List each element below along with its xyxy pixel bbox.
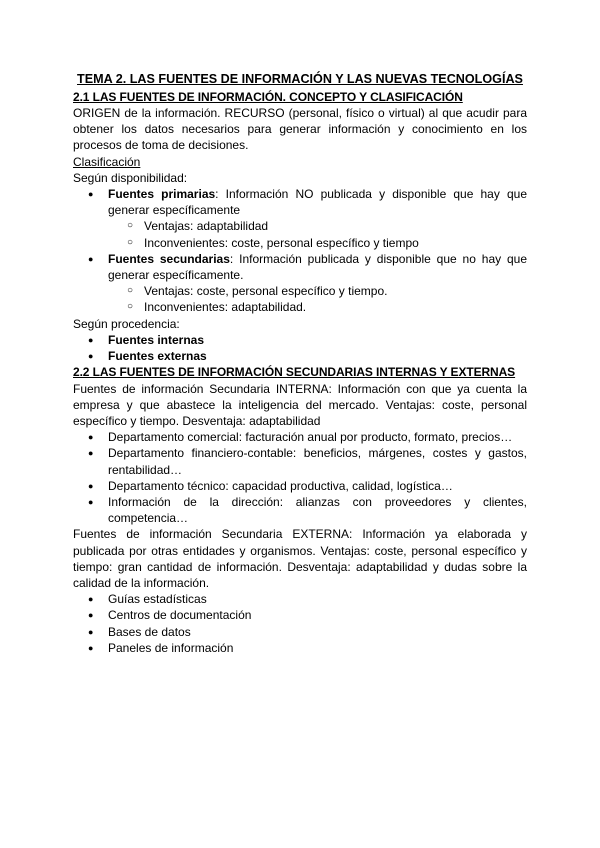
interna-paragraph: Fuentes de información Secundaria INTERNA: Información con que ya cuenta la empresa y que abastece la inteligencia del mercado. Ventajas: coste, personal específico y tiempo. Desventaja: adaptabilidad <box>73 381 527 428</box>
list-item: ○ Inconvenientes: adaptabilidad. <box>73 299 527 315</box>
list-item-secundarias <box>73 251 527 316</box>
list-item: ● Departamento financiero-contable: beneficios, márgenes, costes y gastos, rentabilidad… <box>73 445 527 477</box>
list-item: ● Departamento comercial: facturación anual por producto, formato, precios… <box>73 429 527 445</box>
primarias-desc: : Información NO publicada y disponible que hay que generar específicamente <box>108 186 527 218</box>
list-item: ● Centros de documentación <box>73 607 527 623</box>
document-title: TEMA 2. LAS FUENTES DE INFORMACIÓN Y LAS NUEVAS TECNOLOGÍAS <box>77 72 523 86</box>
secundarias-desc: : Información publicada y disponible que no hay que generar específicamente. <box>108 251 527 282</box>
list-item: ● Bases de datos <box>73 624 527 640</box>
procedencia-label: Según procedencia: <box>73 316 180 331</box>
disponibilidad-list <box>73 186 527 316</box>
list-item <box>73 332 527 348</box>
section-heading-2-1: 2.1 LAS FUENTES DE INFORMACIÓN. CONCEPTO Y CLASIFICACIÓN <box>73 89 463 104</box>
primarias-sublist <box>108 218 527 250</box>
list-item: ● Paneles de información <box>73 640 527 656</box>
disponibilidad-label: Según disponibilidad: <box>73 170 188 185</box>
list-item: ● Guías estadísticas <box>73 591 527 607</box>
list-item: ● Información de la dirección: alianzas con proveedores y clientes, competencia… <box>73 494 527 526</box>
secundarias-sublist <box>108 283 527 315</box>
list-item: ○ Ventajas: coste, personal específico y tiempo. <box>73 283 527 299</box>
intro-paragraph: ORIGEN de la información. RECURSO (personal, físico o virtual) al que acudir para obtener los datos necesarios para generar información y conocimiento en los procesos de toma de decisiones. <box>73 105 527 153</box>
procedencia-internas: Fuentes internas <box>108 332 205 347</box>
procedencia-externas: Fuentes externas <box>108 348 207 363</box>
list-item: ● Departamento técnico: capacidad productiva, calidad, logística… <box>73 478 527 494</box>
clasificacion-label: Clasificación <box>73 154 141 169</box>
secundarias-term: Fuentes secundarias <box>108 251 230 266</box>
list-item <box>73 348 527 364</box>
list-item: ○ Ventajas: adaptabilidad <box>73 218 527 234</box>
list-item: ○ Inconvenientes: coste, personal específico y tiempo <box>73 235 527 251</box>
externa-list <box>73 591 527 656</box>
list-item-primarias <box>73 186 527 251</box>
section-heading-2-2: 2.2 LAS FUENTES DE INFORMACIÓN SECUNDARIAS INTERNAS Y EXTERNAS <box>73 365 516 380</box>
primarias-term: Fuentes primarias <box>108 186 216 201</box>
procedencia-list <box>73 332 527 364</box>
document-page <box>73 70 527 656</box>
interna-list <box>73 429 527 526</box>
externa-paragraph: Fuentes de información Secundaria EXTERNA: Información ya elaborada y publicada por otras entidades y organismos. Ventajas: coste, personal específico y tiempo: gran cantidad de información. Desventaja: adaptabilidad y dudas sobre la calidad de la información. <box>73 527 527 590</box>
